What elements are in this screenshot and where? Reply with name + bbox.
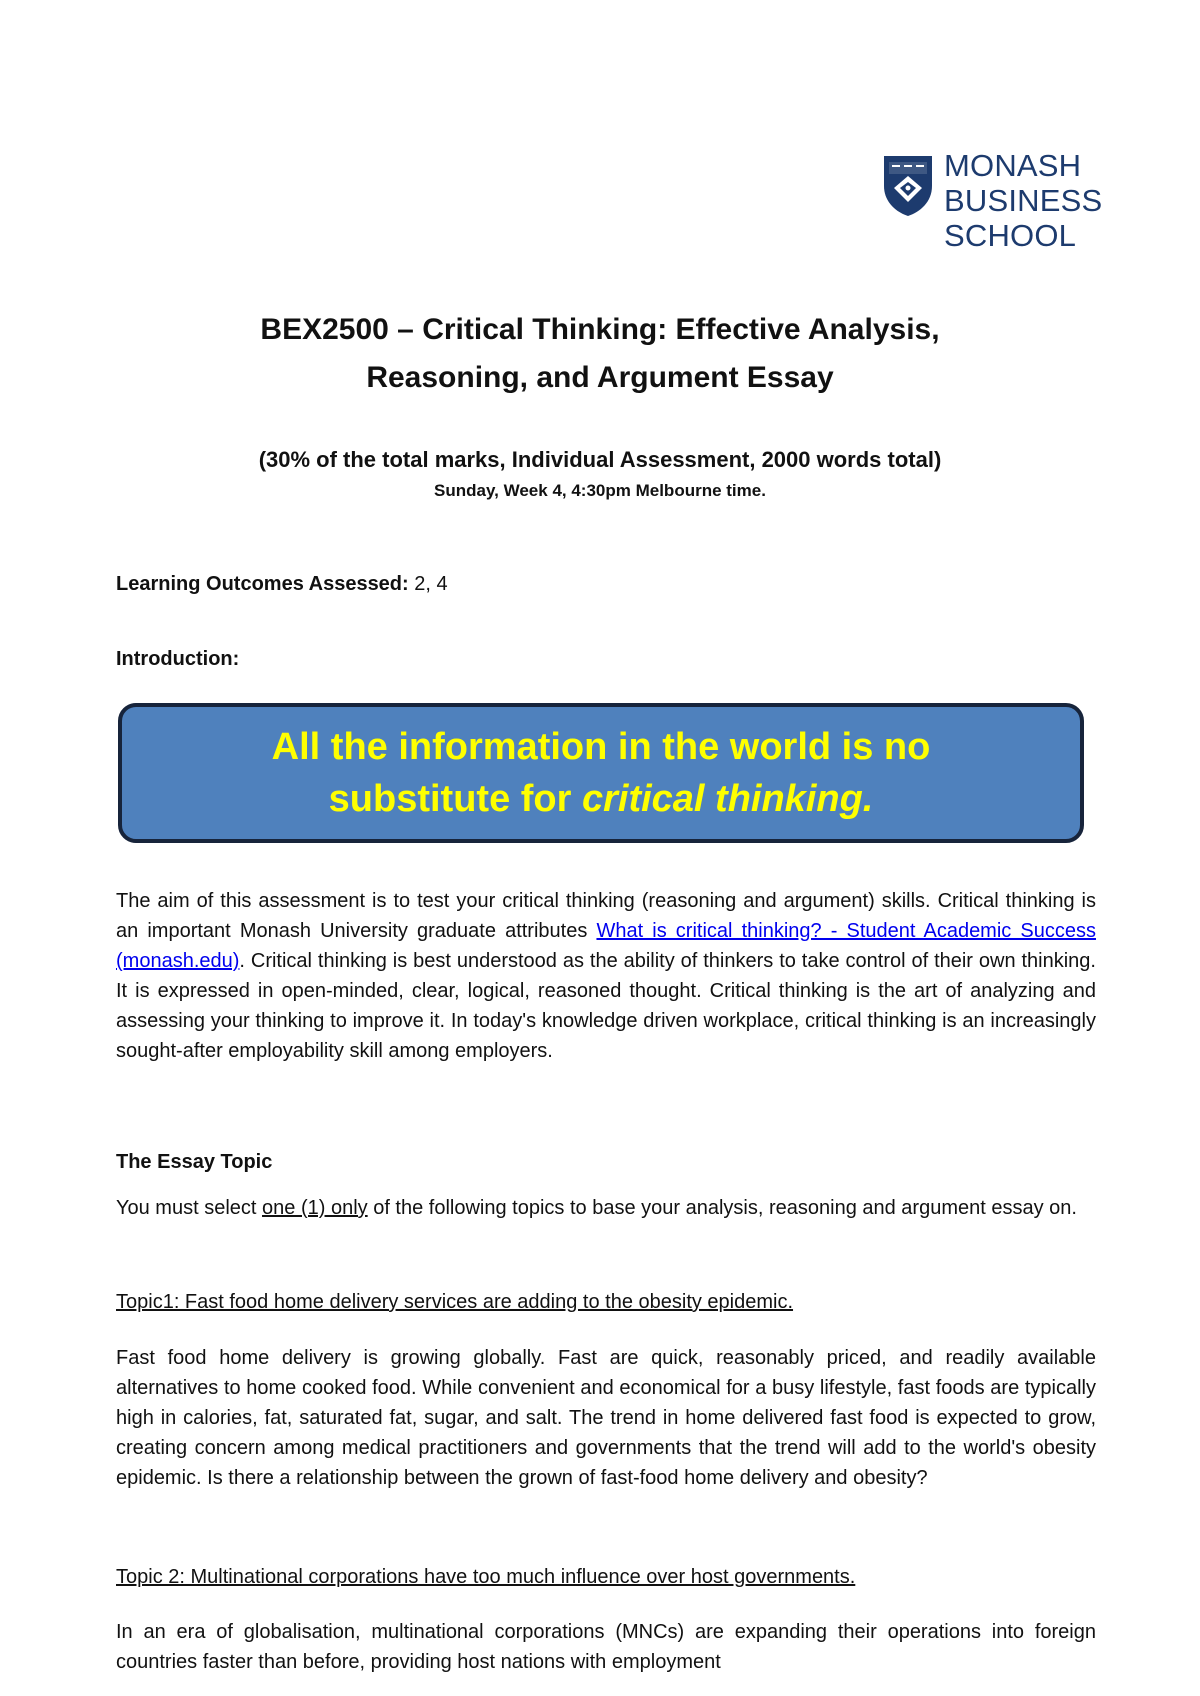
quote-line-2 [329,773,874,825]
due-date: Sunday, Week 4, 4:30pm Melbourne time. [434,481,766,500]
title-line-1: BEX2500 – Critical Thinking: Effective Analysis, [260,313,940,346]
quote-line-2-prefix: substitute for [328,778,582,820]
learning-outcomes-label: Learning Outcomes Assessed: [116,573,409,595]
assessment-subtitle: (30% of the total marks, Individual Assessment, 2000 words total) [258,447,942,472]
topic-1-body: Fast food home delivery is growing globally. Fast are quick, reasonably priced, and readily available alternatives to home cooked food. While convenient and economical for a busy lifestyle, fast foods are typically high in calories, fat, saturated fat, sugar, and salt. The trend in home delivered fast food is expected to grow, creating concern among medical practitioners and governments that the trend will add to the world's obesity epidemic. Is there a relationship between the grown of fast-food home delivery and obesity? [116,1347,1096,1489]
topic-2-body: In an era of globalisation, multinational corporations (MNCs) are expanding their operations into foreign countries faster than before, providing host nations with employment [116,1621,1096,1673]
essay-topic-text-before: You must select [116,1197,263,1219]
monash-crest-icon [880,152,936,218]
intro-text-part-2: . Critical thinking is best understood as the ability of thinkers to take control of their own thinking. It is expressed in open-minded, clear, logical, reasoned thought. Critical thinking is the art of analyzing and assessing your thinking to improve it. In today's knowledge driven workplace, critical thinking is an increasingly sought-after employability skill among employers. [116,950,1096,1062]
quote-emphasis: critical thinking. [581,778,874,820]
learning-outcomes-value: 2, 4 [408,573,448,595]
logo-line-2: BUSINESS [944,183,1103,218]
essay-topic-instructions [116,1193,1096,1223]
monash-business-school-logo [880,148,1120,253]
page-title [60,306,1140,402]
logo-line-1: MONASH [944,148,1082,183]
intro-text-part-1: The aim of this assessment is to test your critical thinking (reasoning and argument) skills. Critical thinking is an important Monash University graduate attributes [116,890,1096,942]
essay-topic-heading: The Essay Topic [116,1151,273,1173]
essay-topic-underlined: one (1) only [262,1197,368,1219]
learning-outcomes [116,569,1096,599]
quote-line-1: All the information in the world is no [271,726,931,768]
topic-2-title: Topic 2: Multinational corporations have too much influence over host governments. [116,1566,856,1588]
essay-topic-text-after: of the following topics to base your analysis, reasoning and argument essay on. [367,1197,1077,1219]
critical-thinking-link[interactable]: What is critical thinking? - Student Academic Success (monash.edu) [116,920,1096,972]
quote-box [118,703,1084,843]
topic-1-title: Topic1: Fast food home delivery services are adding to the obesity epidemic. [116,1291,794,1313]
logo-line-3: SCHOOL [944,218,1077,253]
title-line-2: Reasoning, and Argument Essay [366,361,834,394]
intro-paragraph [116,886,1096,1066]
introduction-heading: Introduction: [116,648,240,670]
